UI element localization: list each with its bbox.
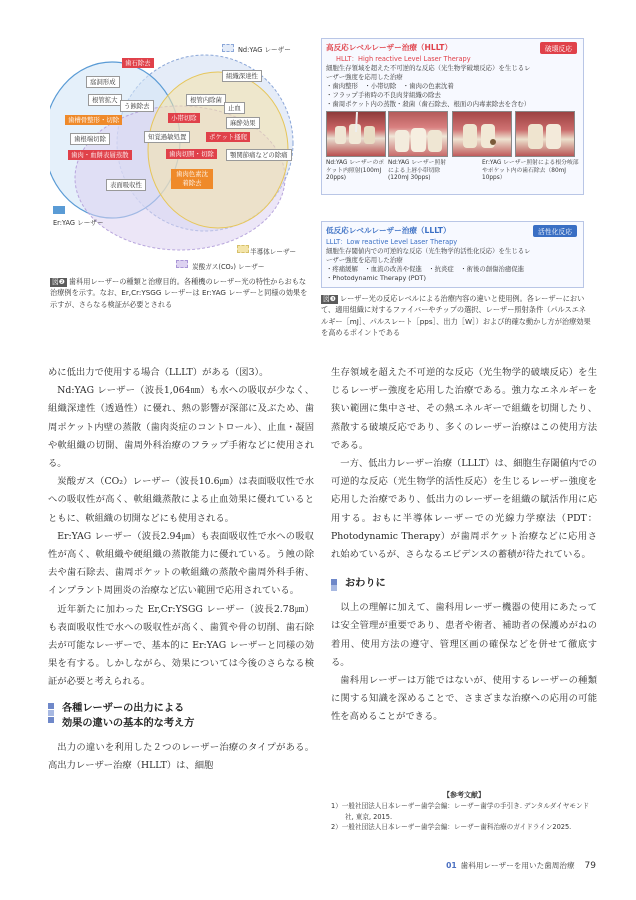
page-footer [446,860,596,871]
lllt-badge: 活性化反応 [533,225,577,237]
box-pocket-curettage: ポケット搔爬 [206,132,250,142]
chapter-number: 01 [446,861,457,870]
hllt-title: 高反応レベルレーザー治療（HLLT） [326,43,453,52]
figure-3-caption-text: レーザー光の反応レベルによる治療内容の違いと使用例。各レーザーにおいて、適用組織に対するファイバーやチップの選択、レーザー照射条件（パルスエネルギー［mJ］、パルスレート［pps］、出力［W］）および的確な動かし方が治療効果を高めるポイントである [321,294,591,338]
box-gingiva-ablation: 歯肉・血餅表層蒸散 [68,150,132,160]
teeth-illustration [327,112,386,157]
hllt-panel [321,38,584,195]
lllt-line: 細胞生存閾値内での可逆的な反応（光生物学的活性化反応）を生じるレ [326,247,531,255]
body-paragraph: Er:YAG レーザー（波長2.94㎛）も表面吸収性で水への吸収性が高く、軟組織や硬組織の蒸散能力に優れている。う蝕の除去や歯石除去、歯周ポケットの軟組織の蒸散や歯周外科手術、インプラント周囲炎の治療など広い範囲で応用されている。 [48,530,314,597]
box-apicoectomy: 歯根端切除 [70,133,110,145]
box-bone-surgery: 歯槽骨整形・切除 [65,115,122,125]
box-hemostasis: 止血 [224,102,245,114]
figure-3-tag: 図❸ [323,295,336,303]
box-tissue-penetration: 組織深達性 [222,70,262,82]
chapter-title: 歯科用レーザーを用いた歯周治療 [460,861,575,870]
lllt-panel [321,221,584,288]
box-canal-disinfection: 根管内除菌 [186,94,226,106]
body-paragraph: Nd:YAG レーザー（波長1,064㎚）も水への吸収が少なく、組織深達性（透過性）に優れ、熱の影響が深部に及ぶため、歯周ポケット内壁の蒸散（歯肉炎症のコントロール）、止血・凝固や軟組織の切開、歯周外科治療のフラップ手術などに使用される。 [48,385,314,470]
page-number: 79 [584,861,596,871]
lllt-title: 低反応レベルレーザー治療（LLLT） [326,226,451,235]
figure-3-laser-levels [321,38,584,288]
left-column [48,364,314,775]
box-frenectomy: 小帯切除 [168,113,200,123]
box-calculus-removal: 歯石除去 [122,58,154,68]
photo-frenectomy [388,111,448,157]
teeth-illustration [389,112,448,157]
photo-caption: Er:YAG レーザー照射による根分岐部やポケット内の歯石除去（80mJ 10pps） [482,160,579,182]
body-paragraph: 近年新たに加わった Er,Cr:YSGG レーザー（波長2.78㎛）も表面吸収性で水への吸収性が高く、歯質や骨の切削、歯石除去が可能なレーザーで、基本的に Er:YAG レーザーと同様の効果を有する。しかしながら、効果については今後のさらなる検証が必要と考えられる。 [48,603,314,688]
references [331,790,597,833]
semiconductor-label: 半導体レーザー [250,248,297,256]
co2-swatch [176,260,188,268]
photo-calculus-removal-1 [452,111,512,157]
ndyag-label: Nd:YAG レーザー [238,46,291,54]
section-heading-laser-output [48,701,314,731]
reference-item: 2）一般社団法人日本レーザー歯学会編：レーザー歯科治療のガイドライン2025. [331,823,572,832]
eryag-swatch [53,206,65,214]
reference-item: 1）一般社団法人日本レーザー歯学会編：レーザー歯学の手引き. デンタルダイヤモンド社, 東京, 2015. [331,802,590,821]
right-column [331,364,597,727]
body-paragraph: 出力の違いを利用した２つのレーザー治療のタイプがある。高出力レーザー治療（HLLT）は、細胞 [48,741,314,771]
box-hypersensitivity: 知覚過敏処置 [144,131,190,143]
body-paragraph: 一方、低出力レーザー治療（LLLT）は、細胞生存閾値内での可逆的な反応（光生物学的活性反応）を生じるレーザー強度を応用した治療であり、低出力のレーザーを組織の賦活作用に応用する。おもに半導体レーザーでの光線力学療法（PDT：Photodynamic Therapy）が歯周ポケット治療などに応用され始めているが、さらなるエビデンスの蓄積が待たれている。 [331,458,597,561]
box-cavity-prep: 窩洞形成 [86,76,120,88]
body-paragraph: 炭酸ガス（CO₂）レーザー（波長10.6㎛）は表面吸収性で水への吸収性が高く、軟組織蒸散による止血効果に優れているとともに、軟組織の切開などにも使用される。 [48,476,314,524]
teeth-illustration [516,112,575,157]
figure-2-venn-diagram [50,38,308,273]
heading-line: 各種レーザーの出力による [62,702,185,714]
hllt-line: ・フラップ手術時の不良肉芽組織の除去 [326,91,441,99]
box-canal-enlargement: 根管拡大 [88,94,122,106]
figure-2-caption-text: 歯科用レーザーの種類と治療目的。各種機のレーザー光の特性からおもな治療例を示す。なお、Er,Cr:YSGG レーザーは Er:YAG レーザーと同様の効果を示すが、さらなる検証が必要とされる [50,277,308,309]
box-depigmentation: 歯肉色素沈着除去 [171,169,213,189]
section-heading-conclusion: おわりに [331,576,597,591]
figure-2-tag: 図❷ [52,278,65,286]
eryag-label: Er:YAG レーザー [53,219,104,227]
hllt-line: ーザー強度を応用した治療 [326,73,403,81]
box-tmj-pain-relief: 顎関節痛などの除痛 [226,149,292,161]
figure-2-caption [50,276,310,310]
photo-caption: Nd:YAG レーザー照射による上唇小帯切除(120mJ 30pps) [388,160,447,182]
semiconductor-swatch [237,245,249,253]
photo-caption: Nd:YAG レーザーのポケット内照射(100mJ 20pps) [326,160,385,182]
lllt-line: ・疼痛緩解 ・血流の改善や促進 ・抗炎症 ・術後の創傷治癒促進 [326,265,525,273]
body-paragraph: 歯科用レーザーは万能ではないが、使用するレーザーの種類に関する知識を深めることで、さまざまな治療への応用の可能性を高めることができる。 [331,675,597,723]
photo-pocket-irradiation [326,111,386,157]
lllt-line: ーザー強度を応用した治療 [326,256,403,264]
box-gingival-incision: 歯肉切開・切除 [166,149,217,159]
hllt-line: ・歯肉整形 ・小帯切除 ・歯肉の色素沈着 [326,82,454,90]
body-paragraph: 以上の理解に加えて、歯科用レーザー機器の使用にあたっては安全管理が重要であり、患者や術者、補助者の保護めがねの着用、使用方法の遵守、管理区画の確保などを併せて徹底する。 [331,602,597,668]
body-paragraph: めに低出力で使用する場合（LLLT）がある（図3）。 [48,367,269,378]
lllt-line: ・Photodynamic Therapy (PDT) [326,274,426,282]
box-anesthesia: 麻酔効果 [226,117,260,129]
hllt-line: ・歯周ポケット内の蒸散・殺菌（歯石除去、根面の内毒素除去を含む） [326,100,531,108]
teeth-illustration [453,112,512,157]
heading-line: 効果の違いの基本的な考え方 [62,717,195,729]
hllt-badge: 破壊反応 [540,42,577,54]
box-surface-absorption: 表面吸収性 [106,179,146,191]
references-title: 【参考文献】 [443,791,485,799]
hllt-subtitle: HLLT：High reactive Level Laser Therapy [336,55,471,63]
hllt-line: 細胞生存領域を超えた不可逆的な反応（光生物学破壊反応）を生じるレ [326,64,531,72]
photo-calculus-removal-2 [515,111,575,157]
figure-3-caption [321,293,591,339]
ndyag-swatch [222,44,234,52]
co2-label: 炭酸ガス(CO₂) レーザー [192,263,265,271]
lllt-subtitle: LLLT：Low reactive Level Laser Therapy [326,238,458,246]
body-paragraph: 生存領域を超えた不可逆的な反応（光生物学的破壊反応）を生じるレーザー強度を応用した治療である。強力なエネルギーを狭い範囲に集中させ、その熱エネルギーで組織を切開したり、蒸散する破壊反応であり、多くのレーザー治療はこの使用方法である。 [331,367,597,451]
box-caries-removal: う蝕除去 [120,100,154,112]
